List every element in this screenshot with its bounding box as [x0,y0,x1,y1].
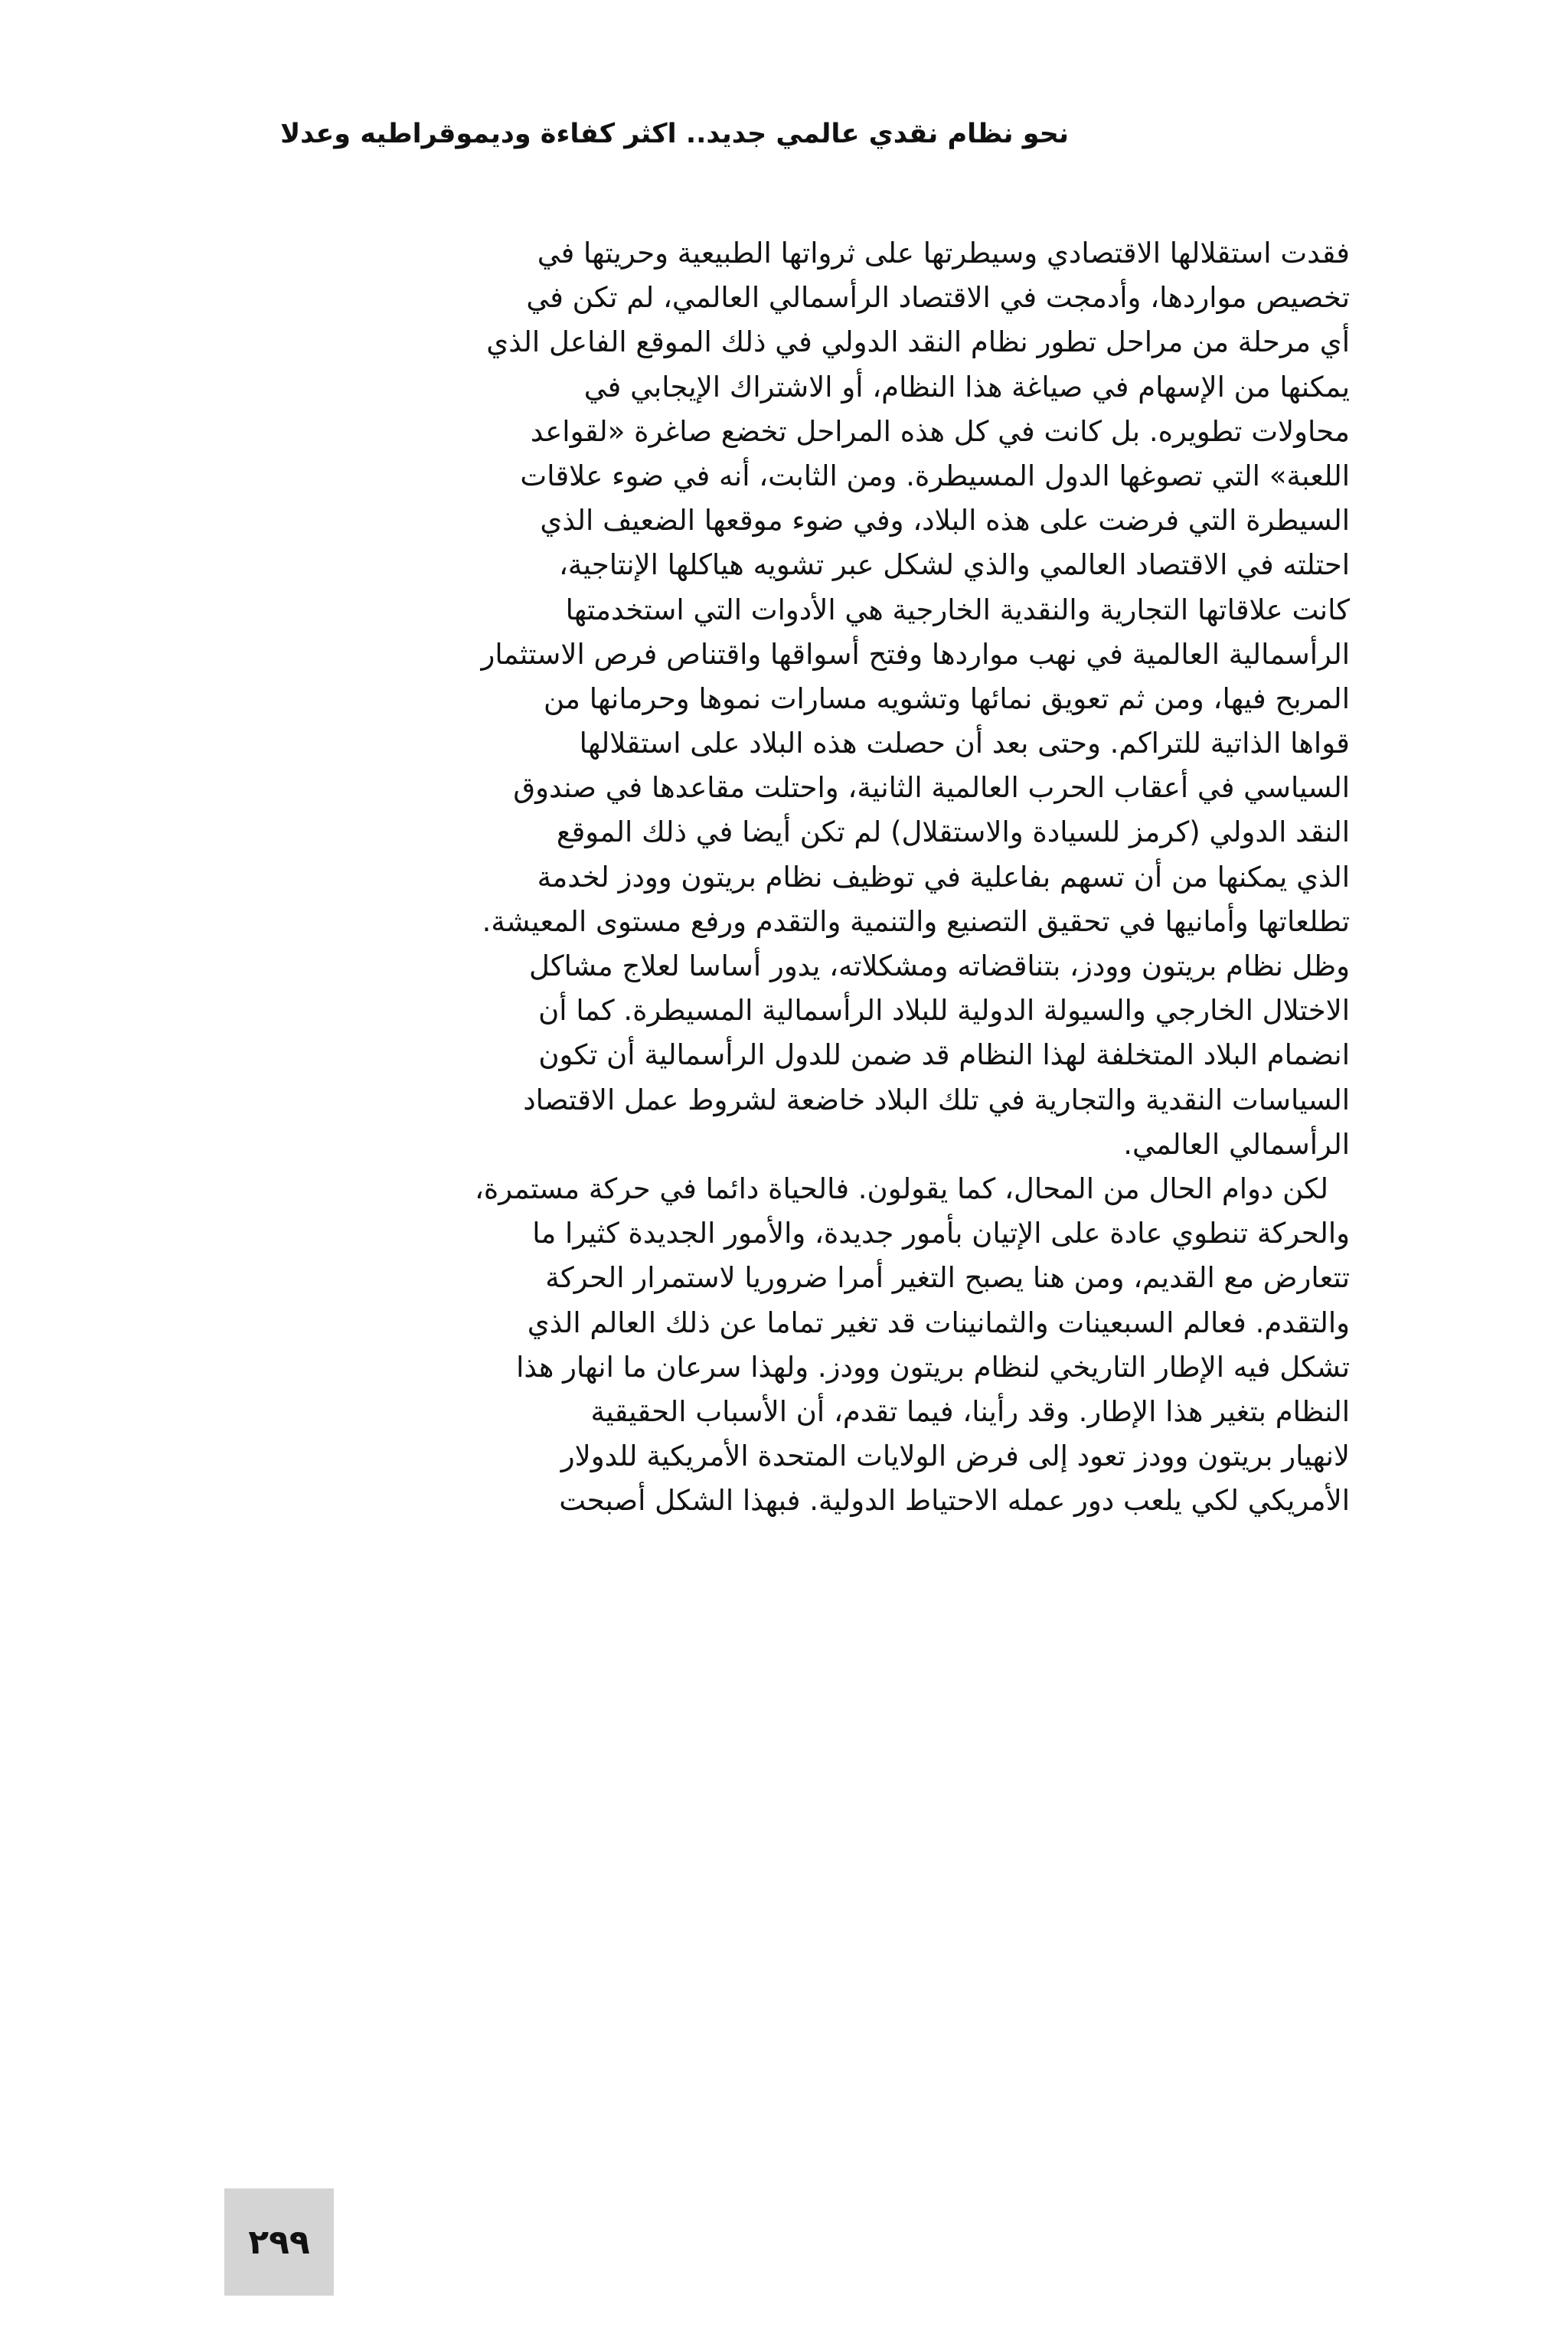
text-line: كانت علاقاتها التجارية والنقدية الخارجية هي الأدوات التي استخدمتها [565,593,1350,626]
text-line: السيطرة التي فرضت على هذه البلاد، وفي ضوء موقعها الضعيف الذي [540,504,1350,538]
text-line: وظل نظام بريتون وودز، بتناقضاته ومشكلاته، يدور أساسا لعلاج مشاكل [529,949,1350,982]
text-line: الاختلال الخارجي والسيولة الدولية للبلاد الرأسمالية المسيطرة. كما أن [538,994,1350,1028]
text-line: المربح فيها، ومن ثم تعويق نمائها وتشويه مسارات نموها وحرمانها من [543,681,1350,715]
text-line: والحركة تنطوي عادة على الإتيان بأمور جديدة، والأمور الجديدة كثيرا ما [532,1217,1350,1250]
text-line: الرأسمالية العالمية في نهب مواردها وفتح أسواقها واقتناص فرص الاستثمار [481,637,1350,671]
text-line: تتعارض مع القديم، ومن هنا يصبح التغير أمرا ضروريا لاستمرار الحركة [545,1261,1350,1295]
text-line: احتلته في الاقتصاد العالمي والذي لشكل عبر تشويه هياكلها الإنتاجية، [558,548,1350,582]
text-line: والتقدم. فعالم السبعينات والثمانينات قد تغير تماما عن ذلك العالم الذي [527,1306,1350,1339]
text-line: تخصيص مواردها، وأدمجت في الاقتصاد الرأسمالي العالمي، لم تكن في [526,281,1350,315]
running-header: نحو نظام نقدي عالمي جديد.. اكثر كفاءة وديموقراطيه وعدلا [280,119,1069,149]
text-line: محاولات تطويره. بل كانت في كل هذه المراحل تخضع صاغرة «لقواعد [530,414,1350,448]
text-line: الذي يمكنها من أن تسهم بفاعلية في توظيف نظام بريتون وودز لخدمة [537,860,1350,894]
text-line: تطلعاتها وأمانيها في تحقيق التصنيع والتنمية والتقدم ورفع مستوى المعيشة. [482,904,1350,938]
text-line: لكن دوام الحال من المحال، كما يقولون. فالحياة دائما في حركة مستمرة، [474,1172,1328,1205]
text-line: أي مرحلة من مراحل تطور نظام النقد الدولي في ذلك الموقع الفاعل الذي [486,325,1350,359]
text-line: اللعبة» التي تصوغها الدول المسيطرة. ومن الثابت، أنه في ضوء علاقات [520,459,1350,492]
text-line: قواها الذاتية للتراكم. وحتى بعد أن حصلت هذه البلاد على استقلالها [579,727,1350,760]
text-line: لانهيار بريتون وودز تعود إلى فرض الولايات المتحدة الأمريكية للدولار [560,1440,1350,1473]
text-line: الرأسمالي العالمي. [1123,1127,1350,1161]
text-line: الأمريكي لكي يلعب دور عمله الاحتياط الدولية. فبهذا الشكل أصبحت [559,1484,1350,1518]
text-line: يمكنها من الإسهام في صياغة هذا النظام، أو الاشتراك الإيجابي في [583,370,1350,404]
page-number-box [224,2188,334,2296]
text-line: النظام بتغير هذا الإطار. وقد رأينا، فيما تقدم، أن الأسباب الحقيقية [590,1394,1350,1428]
text-line: السياسات النقدية والتجارية في تلك البلاد خاضعة لشروط عمل الاقتصاد [523,1083,1350,1116]
text-line: انضمام البلاد المتخلفة لهذا النظام قد ضمن للدول الرأسمالية أن تكون [538,1038,1350,1072]
text-line: النقد الدولي (كرمز للسيادة والاستقلال) لم تكن أيضا في ذلك الموقع [556,815,1350,849]
body-text [220,231,1350,1523]
text-line: فقدت استقلالها الاقتصادي وسيطرتها على ثرواتها الطبيعية وحريتها في [537,237,1350,270]
page-number: ٢٩٩ [248,2222,310,2262]
text-line: السياسي في أعقاب الحرب العالمية الثانية، واحتلت مقاعدها في صندوق [513,771,1350,805]
text-line: تشكل فيه الإطار التاريخي لنظام بريتون وودز. ولهذا سرعان ما انهار هذا [516,1350,1350,1384]
